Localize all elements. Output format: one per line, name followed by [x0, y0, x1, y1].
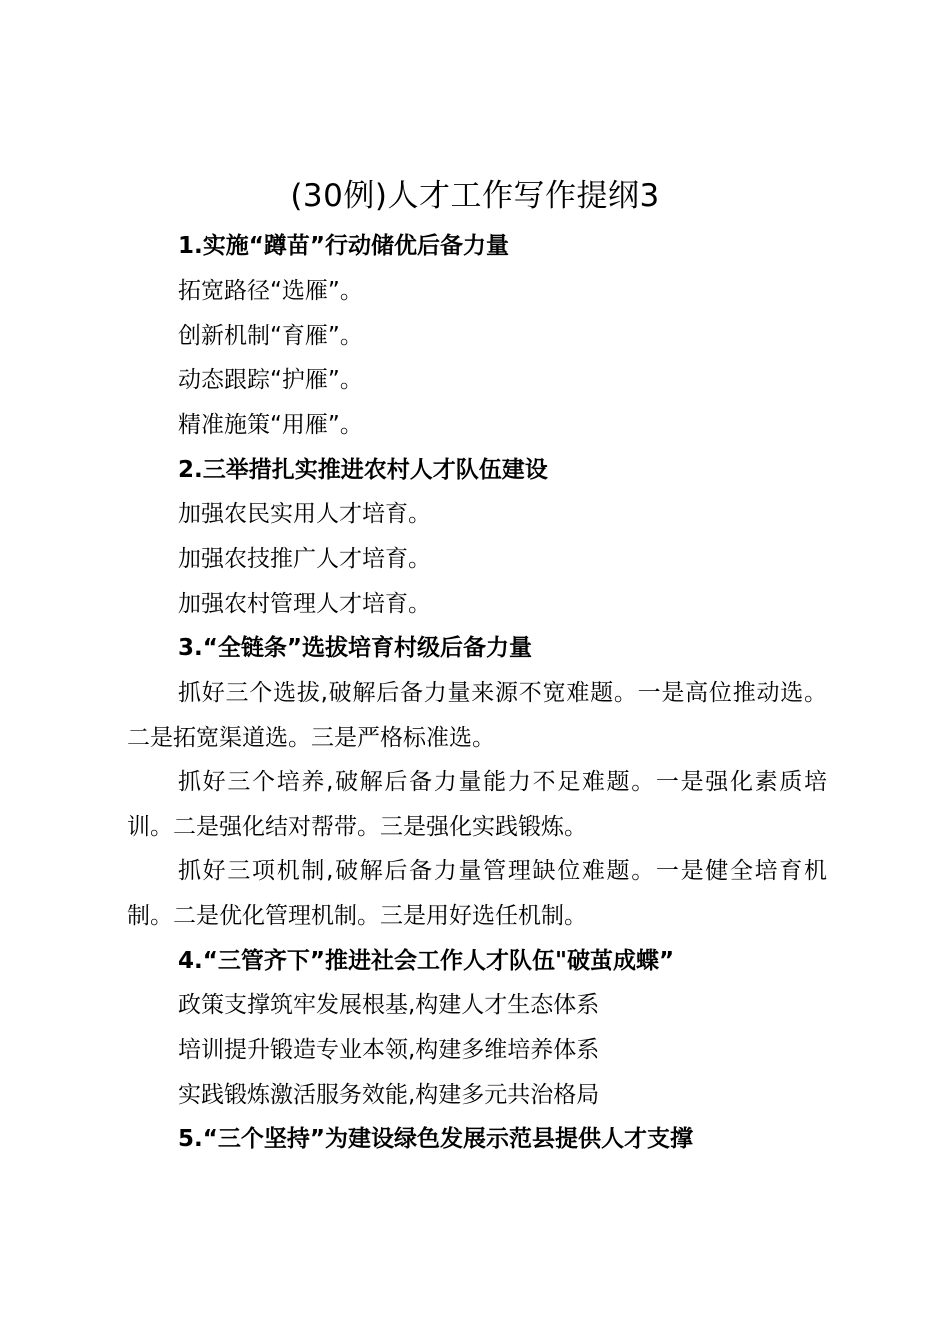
- section-2-heading: 2.三举措扎实推进农村人才队伍建设: [178, 457, 548, 483]
- section-2-item-2: 加强农技推广人才培育。: [178, 546, 431, 572]
- section-4-heading: 4.“三管齐下”推进社会工作人才队伍"破茧成蝶”: [178, 948, 675, 974]
- section-4-item-3: 实践锻炼激活服务效能,构建多元共治格局: [178, 1082, 600, 1108]
- document-title: (30例)人才工作写作提纲3: [290, 178, 660, 214]
- section-3-paragraph-1: 抓好三个选拔,破解后备力量来源不宽难题。一是高位推动选。二是拓宽渠道选。三是严格标准选。: [127, 680, 827, 751]
- section-1-heading: 1.实施“蹲苗”行动储优后备力量: [178, 233, 509, 259]
- section-3-paragraph-2: 抓好三个培养,破解后备力量能力不足难题。一是强化素质培训。二是强化结对帮带。三是强化实践锻炼。: [127, 769, 827, 840]
- section-4-item-2: 培训提升锻造专业本领,构建多维培养体系: [178, 1037, 600, 1063]
- section-5-heading: 5.“三个坚持”为建设绿色发展示范县提供人才支撑: [178, 1126, 693, 1152]
- section-2-item-1: 加强农民实用人才培育。: [178, 501, 431, 527]
- section-1-item-4: 精准施策“用雁”。: [178, 412, 363, 438]
- section-3-heading: 3.“全链条”选拔培育村级后备力量: [178, 635, 532, 661]
- section-3-paragraph-3: 抓好三项机制,破解后备力量管理缺位难题。一是健全培育机制。二是优化管理机制。三是用好选任机制。: [127, 858, 827, 929]
- section-1-item-2: 创新机制“育雁”。: [178, 323, 363, 349]
- section-1-item-3: 动态跟踪“护雁”。: [178, 367, 363, 393]
- section-2-item-3: 加强农村管理人才培育。: [178, 591, 431, 617]
- section-4-item-1: 政策支撑筑牢发展根基,构建人才生态体系: [178, 992, 600, 1018]
- section-1-item-1: 拓宽路径“选雁”。: [178, 278, 363, 304]
